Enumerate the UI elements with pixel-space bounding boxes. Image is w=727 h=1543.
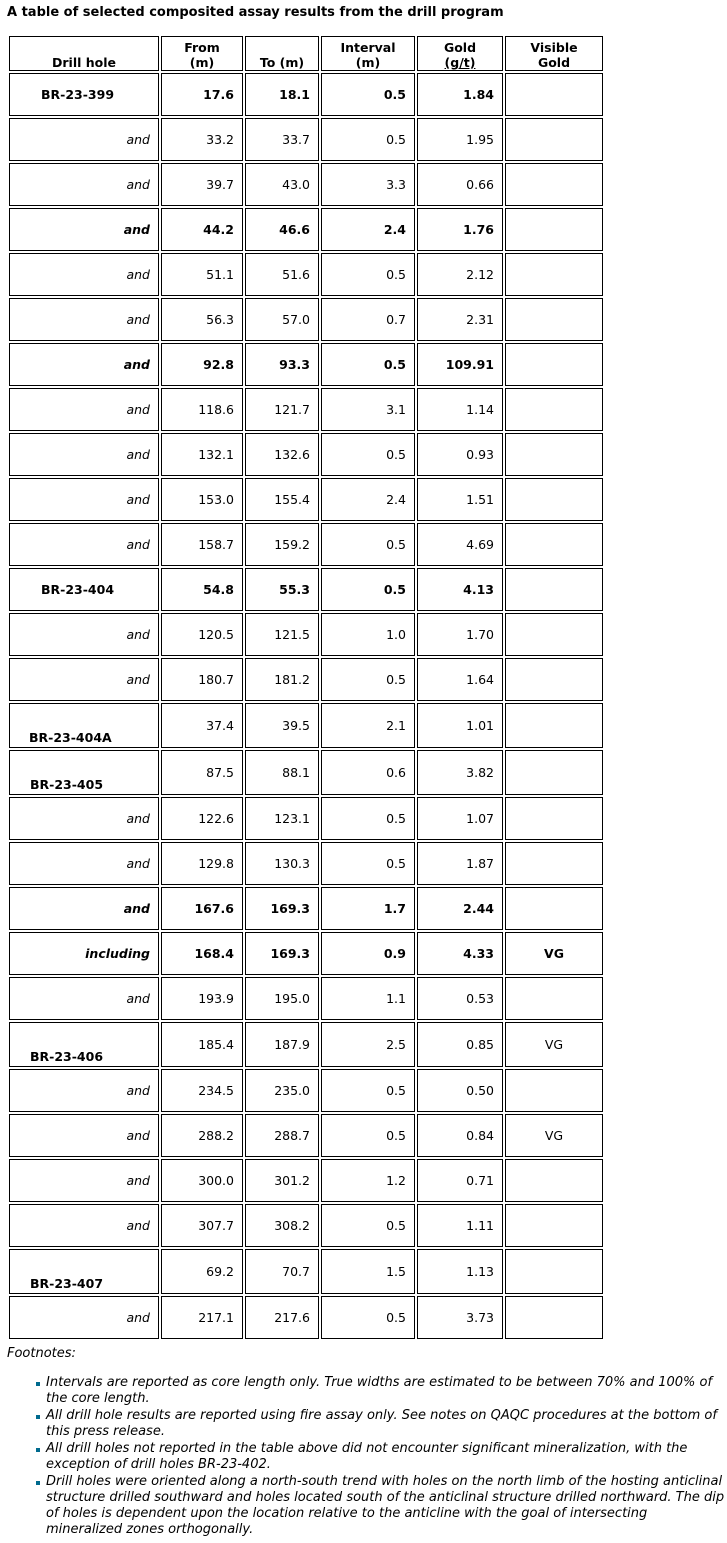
- header-drill-hole-label: Drill hole: [52, 55, 116, 70]
- to-cell: 121.7: [245, 388, 319, 431]
- to-cell: 169.3: [245, 887, 319, 930]
- table-row: [9, 703, 603, 748]
- to-cell: 55.3: [245, 568, 319, 611]
- interval-cell: 0.5: [321, 253, 415, 296]
- from-cell: 153.0: [161, 478, 243, 521]
- to-cell: 121.5: [245, 613, 319, 656]
- table-row: [9, 613, 603, 656]
- from-cell: 234.5: [161, 1069, 243, 1112]
- table-row: [9, 118, 603, 161]
- header-interval: [321, 36, 415, 71]
- interval-cell: 1.0: [321, 613, 415, 656]
- drill-hole-cell: and: [9, 298, 159, 341]
- drill-hole-cell: BR-23-405: [9, 750, 159, 795]
- to-cell: 288.7: [245, 1114, 319, 1157]
- interval-cell: 1.7: [321, 887, 415, 930]
- interval-cell: 0.5: [321, 568, 415, 611]
- from-cell: 120.5: [161, 613, 243, 656]
- drill-hole-cell: and: [9, 478, 159, 521]
- gold-cell: 1.64: [417, 658, 503, 701]
- interval-cell: 2.4: [321, 208, 415, 251]
- header-visible-gold: [505, 36, 603, 71]
- visible-gold-cell: [505, 887, 603, 930]
- interval-cell: 1.2: [321, 1159, 415, 1202]
- visible-gold-cell: [505, 658, 603, 701]
- interval-cell: 2.5: [321, 1022, 415, 1067]
- to-cell: 235.0: [245, 1069, 319, 1112]
- table-row: [9, 478, 603, 521]
- visible-gold-cell: [505, 568, 603, 611]
- drill-hole-cell: and: [9, 842, 159, 885]
- drill-hole-cell: and: [9, 343, 159, 386]
- table-header-row: [9, 36, 603, 71]
- header-from-line1: From: [184, 40, 220, 55]
- bullet-icon: [36, 1382, 40, 1386]
- drill-hole-cell: and: [9, 613, 159, 656]
- to-cell: 159.2: [245, 523, 319, 566]
- to-cell: 70.7: [245, 1249, 319, 1294]
- footnote-item: [36, 1375, 726, 1407]
- drill-hole-cell: and: [9, 163, 159, 206]
- drill-hole-cell: and: [9, 208, 159, 251]
- gold-cell: 2.12: [417, 253, 503, 296]
- header-gold-line2: (g/t): [444, 55, 476, 70]
- header-visible-gold-line1: Visible: [530, 40, 578, 55]
- to-cell: 93.3: [245, 343, 319, 386]
- interval-cell: 0.5: [321, 118, 415, 161]
- header-from-line2: (m): [189, 55, 215, 70]
- visible-gold-cell: [505, 797, 603, 840]
- to-cell: 43.0: [245, 163, 319, 206]
- drill-hole-cell: and: [9, 388, 159, 431]
- drill-hole-cell: BR-23-399: [9, 73, 159, 116]
- assay-results-table: [7, 34, 605, 1341]
- visible-gold-cell: VG: [505, 932, 603, 975]
- to-cell: 217.6: [245, 1296, 319, 1339]
- visible-gold-cell: [505, 163, 603, 206]
- drill-hole-cell: and: [9, 1159, 159, 1202]
- drill-hole-cell: BR-23-404: [9, 568, 159, 611]
- gold-cell: 109.91: [417, 343, 503, 386]
- from-cell: 39.7: [161, 163, 243, 206]
- visible-gold-cell: [505, 388, 603, 431]
- footnotes-label: Footnotes:: [7, 1346, 76, 1361]
- drill-hole-cell: and: [9, 1204, 159, 1247]
- interval-cell: 2.1: [321, 703, 415, 748]
- gold-cell: 0.84: [417, 1114, 503, 1157]
- bullet-icon: [36, 1448, 40, 1452]
- to-cell: 57.0: [245, 298, 319, 341]
- visible-gold-cell: [505, 208, 603, 251]
- gold-cell: 1.84: [417, 73, 503, 116]
- drill-hole-cell: including: [9, 932, 159, 975]
- interval-cell: 0.5: [321, 1296, 415, 1339]
- table-row: [9, 208, 603, 251]
- interval-cell: 0.6: [321, 750, 415, 795]
- visible-gold-cell: [505, 1204, 603, 1247]
- visible-gold-cell: [505, 1249, 603, 1294]
- gold-cell: 3.82: [417, 750, 503, 795]
- from-cell: 17.6: [161, 73, 243, 116]
- footnote-item: [36, 1408, 726, 1440]
- from-cell: 193.9: [161, 977, 243, 1020]
- table-row: [9, 343, 603, 386]
- drill-hole-cell: and: [9, 523, 159, 566]
- table-row: [9, 433, 603, 476]
- table-row: [9, 887, 603, 930]
- drill-hole-cell: and: [9, 253, 159, 296]
- visible-gold-cell: VG: [505, 1114, 603, 1157]
- header-interval-line1: Interval: [340, 40, 396, 55]
- gold-cell: 1.70: [417, 613, 503, 656]
- interval-cell: 0.5: [321, 73, 415, 116]
- gold-cell: 1.11: [417, 1204, 503, 1247]
- visible-gold-cell: [505, 1296, 603, 1339]
- gold-cell: 4.69: [417, 523, 503, 566]
- drill-hole-cell: and: [9, 658, 159, 701]
- gold-cell: 0.93: [417, 433, 503, 476]
- table-body: [9, 73, 603, 1339]
- table-row: [9, 797, 603, 840]
- visible-gold-cell: VG: [505, 1022, 603, 1067]
- gold-cell: 0.85: [417, 1022, 503, 1067]
- visible-gold-cell: [505, 750, 603, 795]
- drill-hole-cell: and: [9, 887, 159, 930]
- drill-hole-cell: and: [9, 797, 159, 840]
- interval-cell: 3.3: [321, 163, 415, 206]
- drill-hole-cell: BR-23-407: [9, 1249, 159, 1294]
- drill-hole-cell: and: [9, 433, 159, 476]
- interval-cell: 0.5: [321, 1114, 415, 1157]
- footnotes-list: [36, 1375, 726, 1539]
- from-cell: 37.4: [161, 703, 243, 748]
- gold-cell: 0.66: [417, 163, 503, 206]
- visible-gold-cell: [505, 433, 603, 476]
- drill-hole-cell: and: [9, 1069, 159, 1112]
- header-drill-hole: [9, 36, 159, 71]
- table-row: [9, 1022, 603, 1067]
- interval-cell: 0.5: [321, 1204, 415, 1247]
- table-row: [9, 977, 603, 1020]
- visible-gold-cell: [505, 523, 603, 566]
- gold-cell: 2.31: [417, 298, 503, 341]
- gold-cell: 1.14: [417, 388, 503, 431]
- table-row: [9, 1159, 603, 1202]
- interval-cell: 3.1: [321, 388, 415, 431]
- gold-cell: 1.07: [417, 797, 503, 840]
- interval-cell: 0.5: [321, 433, 415, 476]
- from-cell: 307.7: [161, 1204, 243, 1247]
- from-cell: 118.6: [161, 388, 243, 431]
- visible-gold-cell: [505, 118, 603, 161]
- from-cell: 132.1: [161, 433, 243, 476]
- interval-cell: 2.4: [321, 478, 415, 521]
- interval-cell: 0.5: [321, 658, 415, 701]
- gold-cell: 1.13: [417, 1249, 503, 1294]
- table-row: [9, 1114, 603, 1157]
- table-row: [9, 932, 603, 975]
- from-cell: 92.8: [161, 343, 243, 386]
- from-cell: 168.4: [161, 932, 243, 975]
- visible-gold-cell: [505, 977, 603, 1020]
- interval-cell: 0.5: [321, 1069, 415, 1112]
- from-cell: 87.5: [161, 750, 243, 795]
- table-title: A table of selected composited assay results from the drill program: [7, 5, 504, 20]
- from-cell: 180.7: [161, 658, 243, 701]
- gold-cell: 0.53: [417, 977, 503, 1020]
- drill-hole-cell: BR-23-406: [9, 1022, 159, 1067]
- to-cell: 51.6: [245, 253, 319, 296]
- header-to-label: To (m): [259, 55, 305, 70]
- table-row: [9, 523, 603, 566]
- table-row: [9, 568, 603, 611]
- drill-hole-cell: and: [9, 118, 159, 161]
- interval-cell: 0.5: [321, 343, 415, 386]
- from-cell: 185.4: [161, 1022, 243, 1067]
- to-cell: 33.7: [245, 118, 319, 161]
- visible-gold-cell: [505, 613, 603, 656]
- to-cell: 155.4: [245, 478, 319, 521]
- gold-cell: 3.73: [417, 1296, 503, 1339]
- interval-cell: 1.5: [321, 1249, 415, 1294]
- to-cell: 308.2: [245, 1204, 319, 1247]
- gold-cell: 1.01: [417, 703, 503, 748]
- to-cell: 187.9: [245, 1022, 319, 1067]
- table-row: [9, 163, 603, 206]
- to-cell: 195.0: [245, 977, 319, 1020]
- to-cell: 39.5: [245, 703, 319, 748]
- gold-cell: 1.76: [417, 208, 503, 251]
- gold-cell: 1.95: [417, 118, 503, 161]
- from-cell: 288.2: [161, 1114, 243, 1157]
- gold-cell: 1.51: [417, 478, 503, 521]
- footnote-text: Drill holes were oriented along a north-south trend with holes on the north limb of the hosting anticlinal structure drilled southward and holes located south of the anticlinal structure drilled northward. The dip of holes is dependent upon the location relative to the anticline with the goal of intersecting mineralized zones orthogonally.: [46, 1474, 725, 1537]
- bullet-icon: [36, 1415, 40, 1419]
- from-cell: 217.1: [161, 1296, 243, 1339]
- from-cell: 51.1: [161, 253, 243, 296]
- gold-cell: 0.50: [417, 1069, 503, 1112]
- from-cell: 300.0: [161, 1159, 243, 1202]
- to-cell: 181.2: [245, 658, 319, 701]
- interval-cell: 0.9: [321, 932, 415, 975]
- from-cell: 54.8: [161, 568, 243, 611]
- visible-gold-cell: [505, 1159, 603, 1202]
- from-cell: 44.2: [161, 208, 243, 251]
- to-cell: 130.3: [245, 842, 319, 885]
- to-cell: 132.6: [245, 433, 319, 476]
- from-cell: 167.6: [161, 887, 243, 930]
- to-cell: 169.3: [245, 932, 319, 975]
- to-cell: 18.1: [245, 73, 319, 116]
- from-cell: 158.7: [161, 523, 243, 566]
- visible-gold-cell: [505, 703, 603, 748]
- interval-cell: 0.5: [321, 842, 415, 885]
- drill-hole-cell: and: [9, 977, 159, 1020]
- table-row: [9, 1204, 603, 1247]
- footnote-item: [36, 1474, 726, 1538]
- from-cell: 33.2: [161, 118, 243, 161]
- table-row: [9, 1069, 603, 1112]
- header-gold: [417, 36, 503, 71]
- table-row: [9, 1249, 603, 1294]
- footnote-item: [36, 1441, 726, 1473]
- drill-hole-cell: BR-23-404A: [9, 703, 159, 748]
- table-row: [9, 73, 603, 116]
- to-cell: 46.6: [245, 208, 319, 251]
- to-cell: 123.1: [245, 797, 319, 840]
- table-row: [9, 388, 603, 431]
- visible-gold-cell: [505, 478, 603, 521]
- header-to: [245, 36, 319, 71]
- drill-hole-cell: and: [9, 1114, 159, 1157]
- interval-cell: 0.5: [321, 523, 415, 566]
- header-visible-gold-line2: Gold: [537, 55, 571, 70]
- gold-cell: 4.33: [417, 932, 503, 975]
- table-row: [9, 750, 603, 795]
- visible-gold-cell: [505, 253, 603, 296]
- header-from: [161, 36, 243, 71]
- header-gold-line1: Gold: [443, 40, 477, 55]
- visible-gold-cell: [505, 343, 603, 386]
- gold-cell: 2.44: [417, 887, 503, 930]
- gold-cell: 0.71: [417, 1159, 503, 1202]
- gold-cell: 4.13: [417, 568, 503, 611]
- header-interval-line2: (m): [355, 55, 381, 70]
- table-row: [9, 842, 603, 885]
- visible-gold-cell: [505, 1069, 603, 1112]
- interval-cell: 1.1: [321, 977, 415, 1020]
- from-cell: 56.3: [161, 298, 243, 341]
- table-row: [9, 658, 603, 701]
- footnote-text: Intervals are reported as core length only. True widths are estimated to be between 70% and 100% of the core length.: [46, 1375, 713, 1406]
- interval-cell: 0.5: [321, 797, 415, 840]
- to-cell: 88.1: [245, 750, 319, 795]
- interval-cell: 0.7: [321, 298, 415, 341]
- table-row: [9, 298, 603, 341]
- from-cell: 122.6: [161, 797, 243, 840]
- to-cell: 301.2: [245, 1159, 319, 1202]
- footnote-text: All drill holes not reported in the table above did not encounter significant mineralization, with the exception of drill holes BR-23-402.: [46, 1441, 688, 1472]
- table-row: [9, 253, 603, 296]
- drill-hole-cell: and: [9, 1296, 159, 1339]
- visible-gold-cell: [505, 298, 603, 341]
- table-row: [9, 1296, 603, 1339]
- footnote-text: All drill hole results are reported using fire assay only. See notes on QAQC procedures at the bottom of this press release.: [46, 1408, 717, 1439]
- visible-gold-cell: [505, 842, 603, 885]
- bullet-icon: [36, 1481, 40, 1485]
- visible-gold-cell: [505, 73, 603, 116]
- from-cell: 69.2: [161, 1249, 243, 1294]
- from-cell: 129.8: [161, 842, 243, 885]
- gold-cell: 1.87: [417, 842, 503, 885]
